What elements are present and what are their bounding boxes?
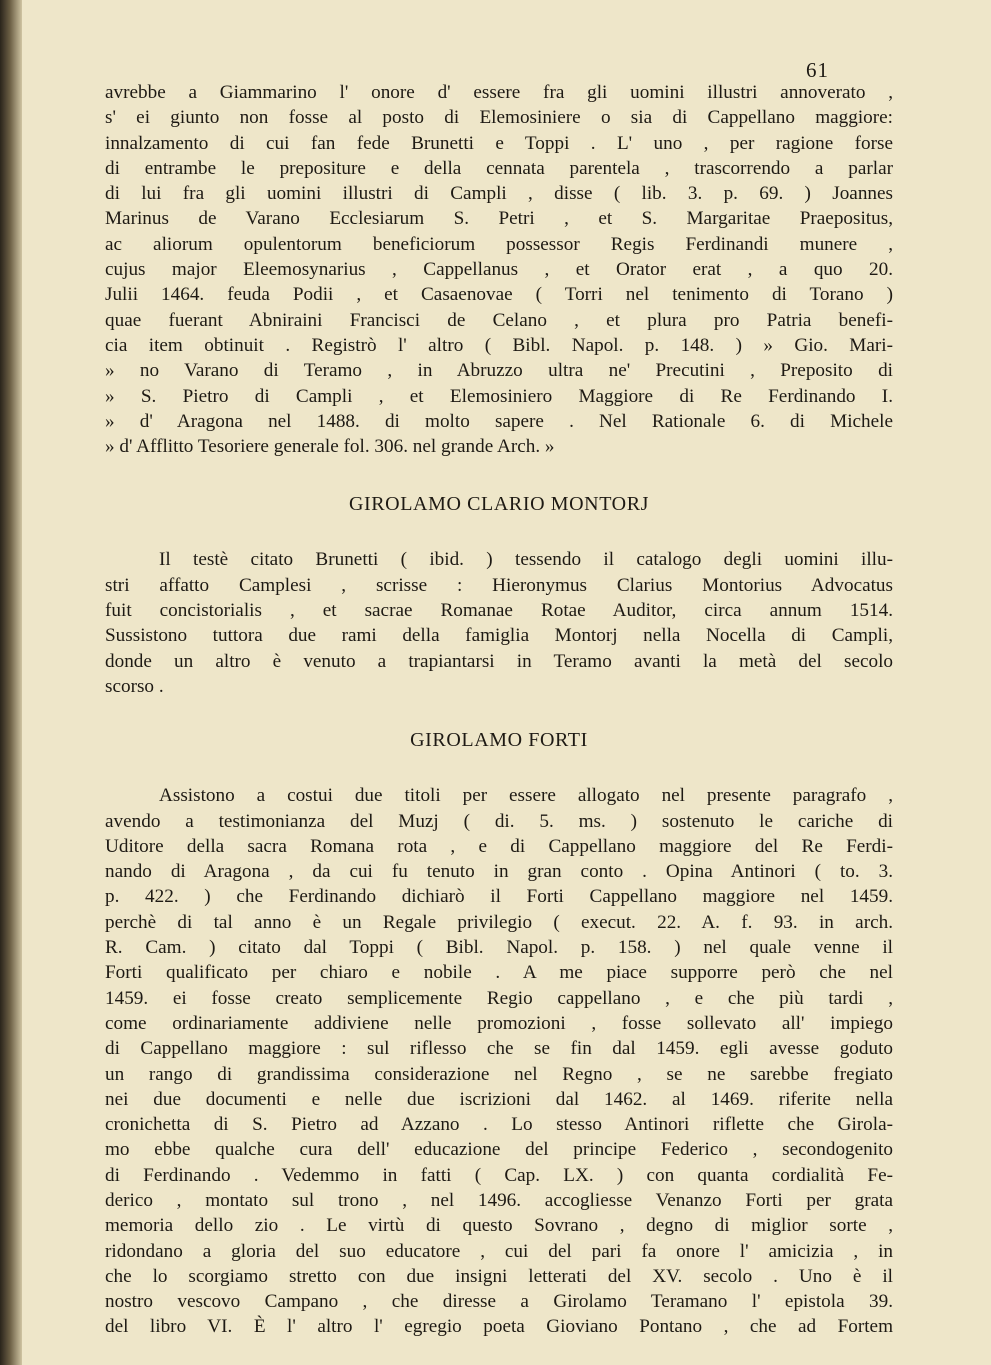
text-line: che lo scorgiamo stretto con due insigni letterati del XV. secolo . Uno è il: [105, 1265, 893, 1287]
book-page: [22, 0, 991, 1365]
text-line: R. Cam. ) citato dal Toppi ( Bibl. Napol. p. 158. ) nel quale venne il: [105, 937, 893, 959]
text-line: scorso .: [105, 675, 164, 697]
text-line: innalzamento di cui fan fede Brunetti e Toppi . L' uno , per ragione forse: [105, 132, 893, 154]
text-line: ridondano a gloria del suo educatore , cui del pari fa onore l' amicizia , in: [105, 1240, 893, 1262]
paragraph-3: [105, 783, 893, 1340]
text-line: 1459. ei fosse creato semplicemente Regio cappellano , e che più tardi ,: [105, 987, 893, 1009]
text-line: del libro VI. È l' altro l' egregio poeta Gioviano Pontano , che ad Fortem: [105, 1316, 893, 1338]
paragraph-1: [105, 80, 893, 459]
text-line: p. 422. ) che Ferdinando dichiarò il Forti Cappellano maggiore nel 1459.: [105, 886, 893, 908]
book-gutter-shadow: [0, 0, 22, 1365]
text-line: di lui fra gli uomini illustri di Campli , disse ( lib. 3. p. 69. ) Joannes: [105, 183, 893, 205]
text-line: perchè di tal anno è un Regale privilegio ( execut. 22. A. f. 93. in arch.: [105, 911, 893, 933]
text-line: un rango di grandissima considerazione nel Regno , se ne sarebbe fregiato: [105, 1063, 893, 1085]
text-line: avendo a testimonianza del Muzj ( di. 5. ms. ) sostenuto le cariche di: [105, 810, 893, 832]
text-line: » no Varano di Teramo , in Abruzzo ultra ne' Precutini , Preposito di: [105, 360, 893, 382]
text-line: nando di Aragona , da cui fu tenuto in gran conto . Opina Antinori ( to. 3.: [105, 861, 893, 883]
text-line: di Cappellano maggiore : sul riflesso che se fin dal 1459. egli avesse goduto: [105, 1038, 893, 1060]
text-line: Forti qualificato per chiaro e nobile . A me piace supporre però che nel: [105, 962, 893, 984]
text-line: Assistono a costui due titoli per essere allogato nel presente paragrafo ,: [159, 785, 893, 807]
text-line: fuit concistorialis , et sacrae Romanae Rotae Auditor, circa annum 1514.: [105, 600, 893, 622]
text-line: quae fuerant Abniraini Francisci de Celano , et plura pro Patria benefi-: [105, 309, 893, 331]
text-line: Julii 1464. feuda Podii , et Casaenovae ( Torri nel tenimento di Torano ): [105, 284, 893, 306]
text-line: mo ebbe qualche cura dell' educazione del principe Federico , secondogenito: [105, 1139, 893, 1161]
text-line: di entrambe le prepositure e della cennata parentela , trascorrendo a parlar: [105, 157, 893, 179]
paragraph-2: [105, 547, 893, 699]
text-line: » d' Afflitto Tesoriere generale fol. 306. nel grande Arch. »: [105, 436, 555, 458]
text-line: come ordinariamente addiviene nelle promozioni , fosse sollevato all' impiego: [105, 1012, 893, 1034]
heading-girolamo-forti: GIROLAMO FORTI: [410, 729, 588, 752]
text-line: cronichetta di S. Pietro ad Azzano . Lo stesso Antinori riflette che Girola-: [105, 1114, 893, 1136]
text-line: nostro vescovo Campano , che diresse a Girolamo Teramano l' epistola 39.: [105, 1291, 893, 1313]
text-line: memoria dello zio . Le virtù di questo Sovrano , degno di miglior sorte ,: [105, 1215, 893, 1237]
text-line: » d' Aragona nel 1488. di molto sapere . Nel Rationale 6. di Michele: [105, 410, 893, 432]
text-line: di Ferdinando . Vedemmo in fatti ( Cap. LX. ) con quanta cordialità Fe-: [105, 1164, 893, 1186]
text-line: cia item obtinuit . Registrò l' altro ( Bibl. Napol. p. 148. ) » Gio. Mari-: [105, 334, 893, 356]
text-line: s' ei giunto non fosse al posto di Elemosiniere o sia di Cappellano maggiore:: [105, 107, 893, 129]
text-line: Il testè citato Brunetti ( ibid. ) tessendo il catalogo degli uomini illu-: [159, 549, 893, 571]
text-line: Sussistono tuttora due rami della famiglia Montorj nella Nocella di Campli,: [105, 625, 893, 647]
text-line: nei due documenti e nelle due iscrizioni dal 1462. al 1469. riferite nella: [105, 1088, 893, 1110]
text-line: avrebbe a Giammarino l' onore d' essere fra gli uomini illustri annoverato ,: [105, 82, 893, 103]
text-line: derico , montato sul trono , nel 1496. accogliesse Venanzo Forti per grata: [105, 1189, 893, 1211]
text-line: ac aliorum opulentorum beneficiorum possessor Regis Ferdinandi munere ,: [105, 233, 893, 255]
text-line: cujus major Eleemosynarius , Cappellanus , et Orator erat , a quo 20.: [105, 259, 893, 281]
page-number: 61: [806, 58, 829, 82]
text-line: Marinus de Varano Ecclesiarum S. Petri , et S. Margaritae Praepositus,: [105, 208, 893, 230]
heading-girolamo-clario-montorj: GIROLAMO CLARIO MONTORJ: [348, 493, 650, 516]
text-line: stri affatto Camplesi , scrisse : Hieronymus Clarius Montorius Advocatus: [105, 574, 893, 596]
text-line: Uditore della sacra Romana rota , e di Cappellano maggiore del Re Ferdi-: [105, 835, 893, 857]
text-block: [105, 80, 893, 1340]
text-line: donde un altro è venuto a trapiantarsi in Teramo avanti la metà del secolo: [105, 650, 893, 672]
text-line: » S. Pietro di Campli , et Elemosiniero Maggiore di Re Ferdinando I.: [105, 385, 893, 407]
